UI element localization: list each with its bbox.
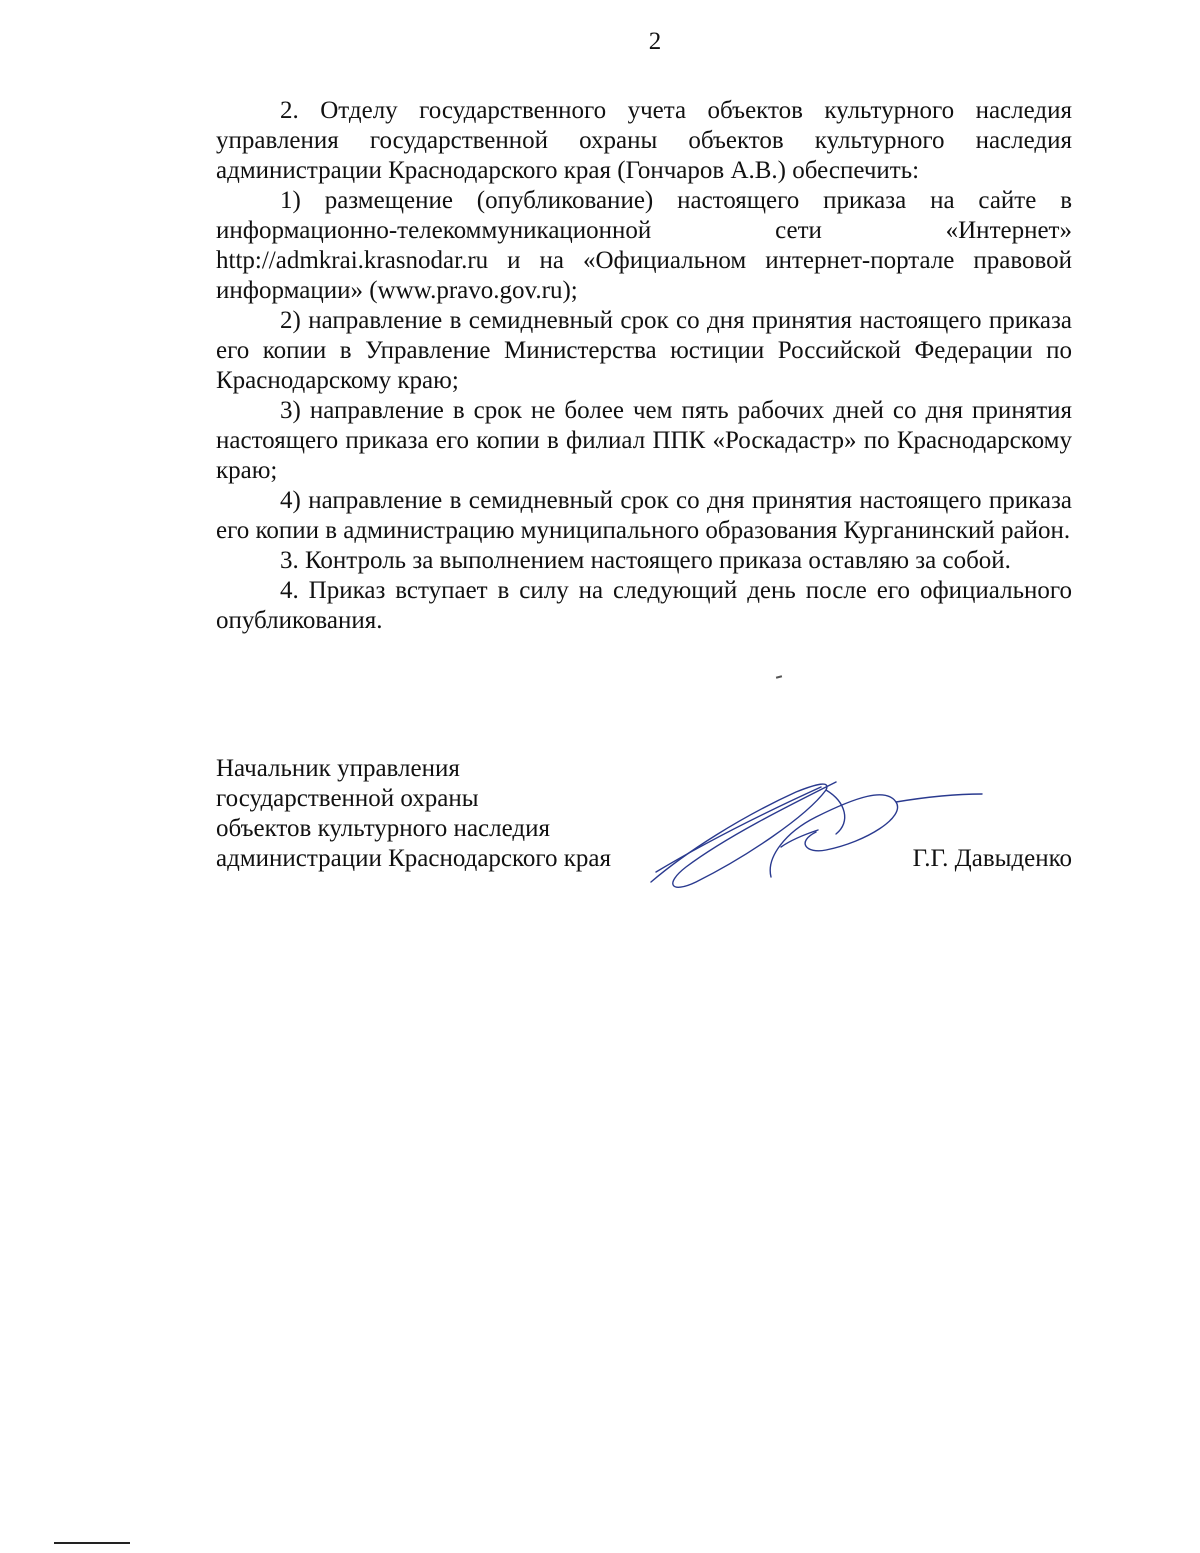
paragraph-subitem-3: 3) направление в срок не более чем пять рабочих дней со дня принятия настоящего приказа его копии в филиал ППК «Роскадастр» по Краснодарскому краю; [216, 397, 1072, 484]
signer-title [216, 754, 611, 874]
paragraph-subitem-1: 1) размещение (опубликование) настоящего приказа на сайте в информационно-телекоммуникационной сети «Интернет» http://admkrai.krasnodar.ru и на «Официальном интернет-портале правовой информации» (www.pravo.gov.ru); [216, 187, 1072, 304]
signature-block [216, 754, 1072, 894]
paragraph-item-2: 2. Отделу государственного учета объектов культурного наследия управления государственной охраны объектов культурного наследия администрации Краснодарского края (Гончаров А.В.) обеспечить: [216, 97, 1072, 184]
paragraph-subitem-4: 4) направление в семидневный срок со дня принятия настоящего приказа его копии в администрацию муниципального образования Курганинский район. [216, 487, 1072, 544]
footer-rule [54, 1542, 130, 1544]
page-number: 2 [648, 28, 662, 55]
signer-title-line: государственной охраны [216, 785, 479, 812]
signer-name: Г.Г. Давыденко [912, 845, 1072, 872]
stray-mark [776, 675, 782, 678]
handwritten-signature [646, 772, 986, 897]
paragraph-subitem-2: 2) направление в семидневный срок со дня принятия настоящего приказа его копии в Управление Министерства юстиции Российской Федерации по Краснодарскому краю; [216, 307, 1072, 394]
signer-title-line: Начальник управления [216, 755, 460, 782]
signer-title-line: администрации Краснодарского края [216, 845, 612, 872]
document-body [216, 96, 1072, 636]
paragraph-item-4: 4. Приказ вступает в силу на следующий день после его официального опубликования. [216, 577, 1072, 634]
paragraph-item-3: 3. Контроль за выполнением настоящего приказа оставляю за собой. [280, 547, 1011, 574]
signer-title-line: объектов культурного наследия [216, 815, 550, 842]
